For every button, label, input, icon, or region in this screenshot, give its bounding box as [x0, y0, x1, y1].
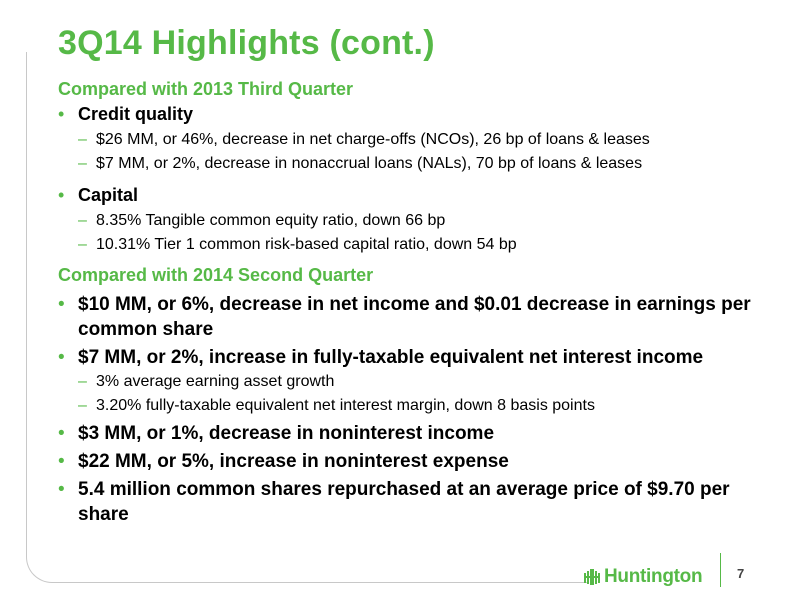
sub-bullet-text: $26 MM, or 46%, decrease in net charge-offs (NCOs), 26 bp of loans & leases	[96, 131, 650, 148]
bullet-text: $3 MM, or 1%, decrease in noninterest income	[78, 423, 495, 444]
bullet-marker: •	[58, 294, 65, 315]
sub-bullet-asset-growth	[58, 370, 768, 394]
dash-marker: –	[78, 212, 87, 229]
bullet-marker: •	[58, 479, 65, 500]
slide-title: 3Q14 Highlights (cont.)	[58, 24, 435, 62]
huntington-logo	[583, 566, 702, 588]
dash-marker: –	[78, 373, 87, 390]
huntington-logo-mark-icon	[583, 568, 601, 586]
dash-marker: –	[78, 155, 87, 172]
bullet-text: $22 MM, or 5%, increase in noninterest expense	[78, 451, 509, 472]
section-heading-2014-q2: Compared with 2014 Second Quarter	[58, 265, 374, 285]
dash-marker: –	[78, 397, 87, 414]
bullet-text: $7 MM, or 2%, increase in fully-taxable equivalent net interest income	[78, 347, 704, 368]
bullet-capital	[58, 184, 768, 206]
bullet-marker: •	[58, 347, 65, 368]
bullet-text: $10 MM, or 6%, decrease in net income and $0.01 decrease in earnings per common share	[78, 294, 751, 340]
dash-marker: –	[78, 131, 87, 148]
bullet-net-income	[58, 292, 768, 342]
dash-marker: –	[78, 236, 87, 253]
section-heading-2013-q3: Compared with 2013 Third Quarter	[58, 79, 354, 99]
bullet-credit-quality	[58, 103, 768, 125]
bullet-marker: •	[58, 423, 65, 444]
bullet-text: 5.4 million common shares repurchased at an average price of $9.70 per share	[78, 479, 730, 525]
sub-bullet-text: 10.31% Tier 1 common risk-based capital ratio, down 54 bp	[96, 236, 517, 253]
bullet-marker: •	[58, 451, 65, 472]
sub-bullet-nco	[58, 128, 768, 152]
sub-bullet-tce	[58, 209, 768, 233]
bullet-noninterest-income	[58, 421, 768, 446]
sub-bullet-text: 3.20% fully-taxable equivalent net interest margin, down 8 basis points	[96, 397, 595, 414]
bullet-text: Credit quality	[78, 104, 194, 124]
slide-content	[58, 78, 768, 527]
sub-bullet-text: 8.35% Tangible common equity ratio, down 66 bp	[96, 212, 446, 229]
bullet-net-interest-income	[58, 345, 768, 370]
logo-wordmark: Huntington	[604, 566, 703, 587]
bullet-marker: •	[58, 104, 65, 124]
sub-bullet-nal	[58, 152, 768, 176]
bullet-noninterest-expense	[58, 449, 768, 474]
sub-bullet-text: $7 MM, or 2%, decrease in nonaccrual loans (NALs), 70 bp of loans & leases	[96, 155, 643, 172]
bullet-share-repurchase	[58, 477, 768, 527]
bullet-marker: •	[58, 185, 65, 205]
footer-divider	[720, 553, 721, 587]
sub-bullet-text: 3% average earning asset growth	[96, 373, 335, 390]
sub-bullet-net-interest-margin	[58, 394, 768, 418]
bullet-text: Capital	[78, 185, 139, 205]
sub-bullet-tier1	[58, 233, 768, 257]
page-number: 7	[737, 566, 745, 581]
